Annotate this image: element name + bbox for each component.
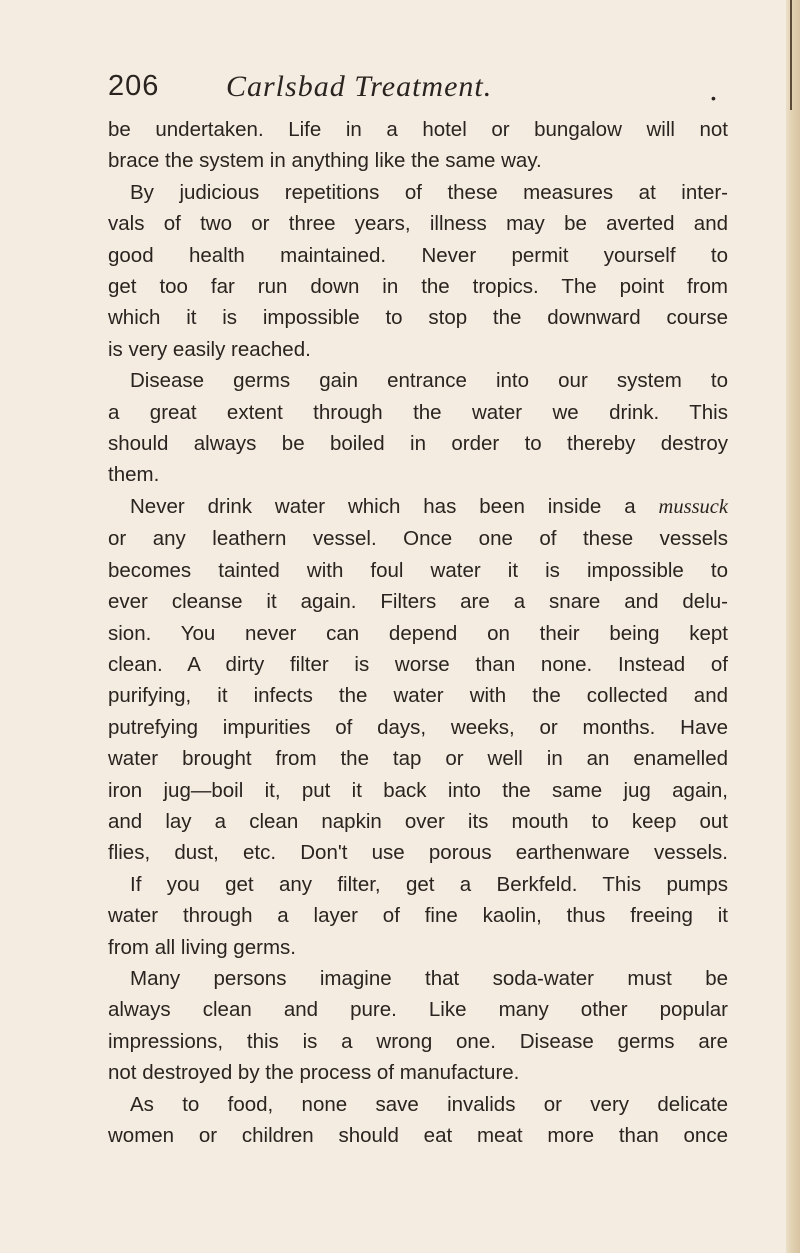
page-number: 206 bbox=[108, 70, 160, 102]
text-line-content: not destroyed by the process of manufacture. bbox=[108, 1061, 520, 1085]
text-line bbox=[108, 618, 728, 649]
text-line bbox=[108, 649, 728, 680]
text-line bbox=[108, 177, 728, 208]
text-line bbox=[108, 1089, 728, 1120]
text-line bbox=[108, 994, 728, 1025]
text-line bbox=[108, 459, 728, 490]
text-line bbox=[108, 114, 728, 145]
page-edge bbox=[786, 0, 800, 1253]
text-line-content: sion. You never can depend on their being kept bbox=[108, 621, 728, 645]
text-line bbox=[108, 712, 728, 743]
text-line bbox=[108, 775, 728, 806]
binding-line bbox=[790, 0, 792, 110]
text-line-content: good health maintained. Never permit yourself to bbox=[108, 243, 728, 267]
text-line bbox=[108, 1026, 728, 1057]
text-line bbox=[108, 208, 728, 239]
text-line-content: is very easily reached. bbox=[108, 337, 311, 361]
text-line bbox=[108, 334, 728, 365]
text-line-content: putrefying impurities of days, weeks, or months. Have bbox=[108, 715, 728, 739]
text-line bbox=[108, 365, 728, 396]
text-line bbox=[108, 586, 728, 617]
text-line-content: water through a layer of fine kaolin, thus freeing it bbox=[108, 904, 728, 928]
text-line bbox=[108, 240, 728, 271]
text-line-content: or any leathern vessel. Once one of these vessels bbox=[108, 527, 728, 551]
text-line-content: impressions, this is a wrong one. Disease germs are bbox=[108, 1029, 728, 1053]
text-line-content: water brought from the tap or well in an enamelled bbox=[108, 747, 728, 771]
text-line-content: As to food, none save invalids or very delicate bbox=[130, 1092, 728, 1116]
page-header bbox=[108, 70, 728, 116]
text-line bbox=[108, 523, 728, 554]
text-line-content: vals of two or three years, illness may be averted and bbox=[108, 212, 728, 236]
text-line-content: Many persons imagine that soda-water must be bbox=[130, 966, 728, 990]
text-line-content: which it is impossible to stop the downward course bbox=[108, 306, 728, 330]
text-line-content: purifying, it infects the water with the collected and bbox=[108, 684, 728, 708]
text-line-content: ever cleanse it again. Filters are a snare and delu- bbox=[108, 590, 728, 614]
text-line bbox=[108, 806, 728, 837]
text-line-content: women or children should eat meat more than once bbox=[108, 1124, 728, 1147]
italic-word: mussuck bbox=[658, 495, 728, 518]
text-line bbox=[108, 680, 728, 711]
text-line bbox=[108, 302, 728, 333]
text-line-content: always clean and pure. Like many other popular bbox=[108, 998, 728, 1022]
text-line-content: them. bbox=[108, 463, 160, 487]
text-line bbox=[108, 1120, 728, 1151]
text-line bbox=[108, 491, 728, 523]
text-line-content: be undertaken. Life in a hotel or bungalow will not bbox=[108, 118, 728, 141]
text-line-content: and lay a clean napkin over its mouth to keep out bbox=[108, 809, 728, 833]
body-text bbox=[108, 114, 728, 1151]
text-line-content: get too far run down in the tropics. The point from bbox=[108, 275, 728, 299]
text-line bbox=[108, 963, 728, 994]
text-line-content: Disease germs gain entrance into our system to bbox=[130, 369, 728, 393]
text-line bbox=[108, 428, 728, 459]
text-line-content: Never drink water which has been inside a bbox=[130, 494, 659, 518]
text-line-content: iron jug—boil it, put it back into the same jug again, bbox=[108, 778, 728, 802]
text-line-content: a great extent through the water we drink. This bbox=[108, 400, 728, 424]
header-marker: • bbox=[711, 90, 716, 106]
text-line bbox=[108, 743, 728, 774]
text-line-content: If you get any filter, get a Berkfeld. This pumps bbox=[130, 872, 728, 896]
text-line-content: brace the system in anything like the same way. bbox=[108, 149, 542, 173]
text-line bbox=[108, 555, 728, 586]
text-line-content: should always be boiled in order to thereby destroy bbox=[108, 432, 728, 456]
text-line-content: from all living germs. bbox=[108, 935, 296, 959]
text-line bbox=[108, 1057, 728, 1088]
text-line bbox=[108, 271, 728, 302]
running-title: Carlsbad Treatment. bbox=[226, 70, 493, 103]
text-line bbox=[108, 397, 728, 428]
text-line bbox=[108, 869, 728, 900]
text-line bbox=[108, 837, 728, 868]
text-line-content: By judicious repetitions of these measures at inter- bbox=[130, 180, 728, 204]
text-line bbox=[108, 900, 728, 931]
text-line bbox=[108, 932, 728, 963]
text-line-content: becomes tainted with foul water it is impossible to bbox=[108, 558, 728, 582]
text-line bbox=[108, 145, 728, 176]
text-line-content: clean. A dirty filter is worse than none. Instead of bbox=[108, 652, 728, 676]
text-line-content: flies, dust, etc. Don't use porous earthenware vessels. bbox=[108, 841, 728, 865]
